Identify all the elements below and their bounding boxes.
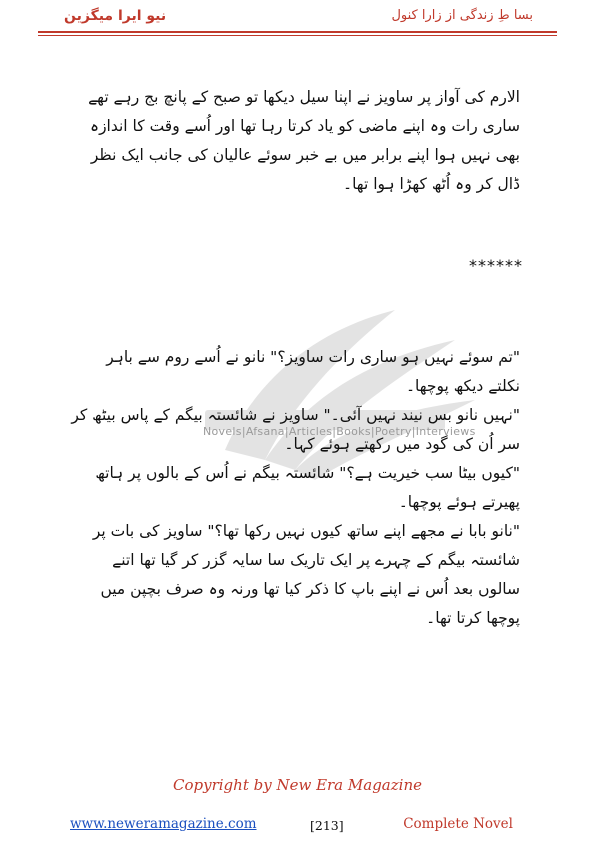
paragraph: "کیوں بیٹا سب خیریت ہے؟" شائستہ بیگم نے اُس کے بالوں پر ہاتھ پھیرتے ہوئے پوچھا۔ [95,464,520,511]
paragraph: "تم سوئے نہیں ہو ساری رات ساویز؟" نانو نے اُسے روم سے باہر نکلتے دیکھ پوچھا۔ [106,348,520,395]
magazine-name: نیو ایرا میگزین [64,8,167,24]
website-link[interactable]: www.neweramagazine.com [70,816,257,832]
watermark-text: Novels|Afsana|Articles|Books|Poetry|Interviews [203,425,476,438]
paragraph: "نانو بابا نے مجھے اپنے ساتھ کیوں نہیں رکھا تھا؟" ساویز کی بات پر شائستہ بیگم کے چہرے پر ایک تاریک سا سایہ گزر کر گیا تھا اتنے سالوں بعد اُس نے اپنے باپ کا ذکر کیا تھا ورنہ وہ صرف بچپن میں پوچھا کرتا تھا۔ [92,522,520,627]
page-number: [213] [310,818,344,833]
paragraph: الارم کی آواز پر ساویز نے اپنا سیل دیکھا تو صبح کے پانچ بج رہے تھے ساری رات وہ اپنے ماضی کو یاد کرتا رہا تھا اور اُسے وقت کا اندازہ بھی نہیں ہوا اپنے برابر میں بے خبر سوئے عالیان کی جانب ایک نظر ڈال کر وہ اُٹھ کھڑا ہوا تھا۔ [88,88,520,193]
complete-novel-label: Complete Novel [403,816,513,832]
header-divider-thin [38,35,557,36]
dialogue-block [70,343,520,633]
copyright-notice: Copyright by New Era Magazine [173,776,422,794]
novel-title: بسا طِ زندگی از زارا کنول [391,8,533,23]
section-separator: ****** [469,256,523,275]
header-divider [38,31,557,33]
paragraph: "نہیں نانو بس نیند نہیں آئی۔" ساویز نے شائستہ بیگم کے پاس بیٹھ کر سر اُن کی گود میں رکھتے ہوئے کہا۔ [71,406,520,453]
